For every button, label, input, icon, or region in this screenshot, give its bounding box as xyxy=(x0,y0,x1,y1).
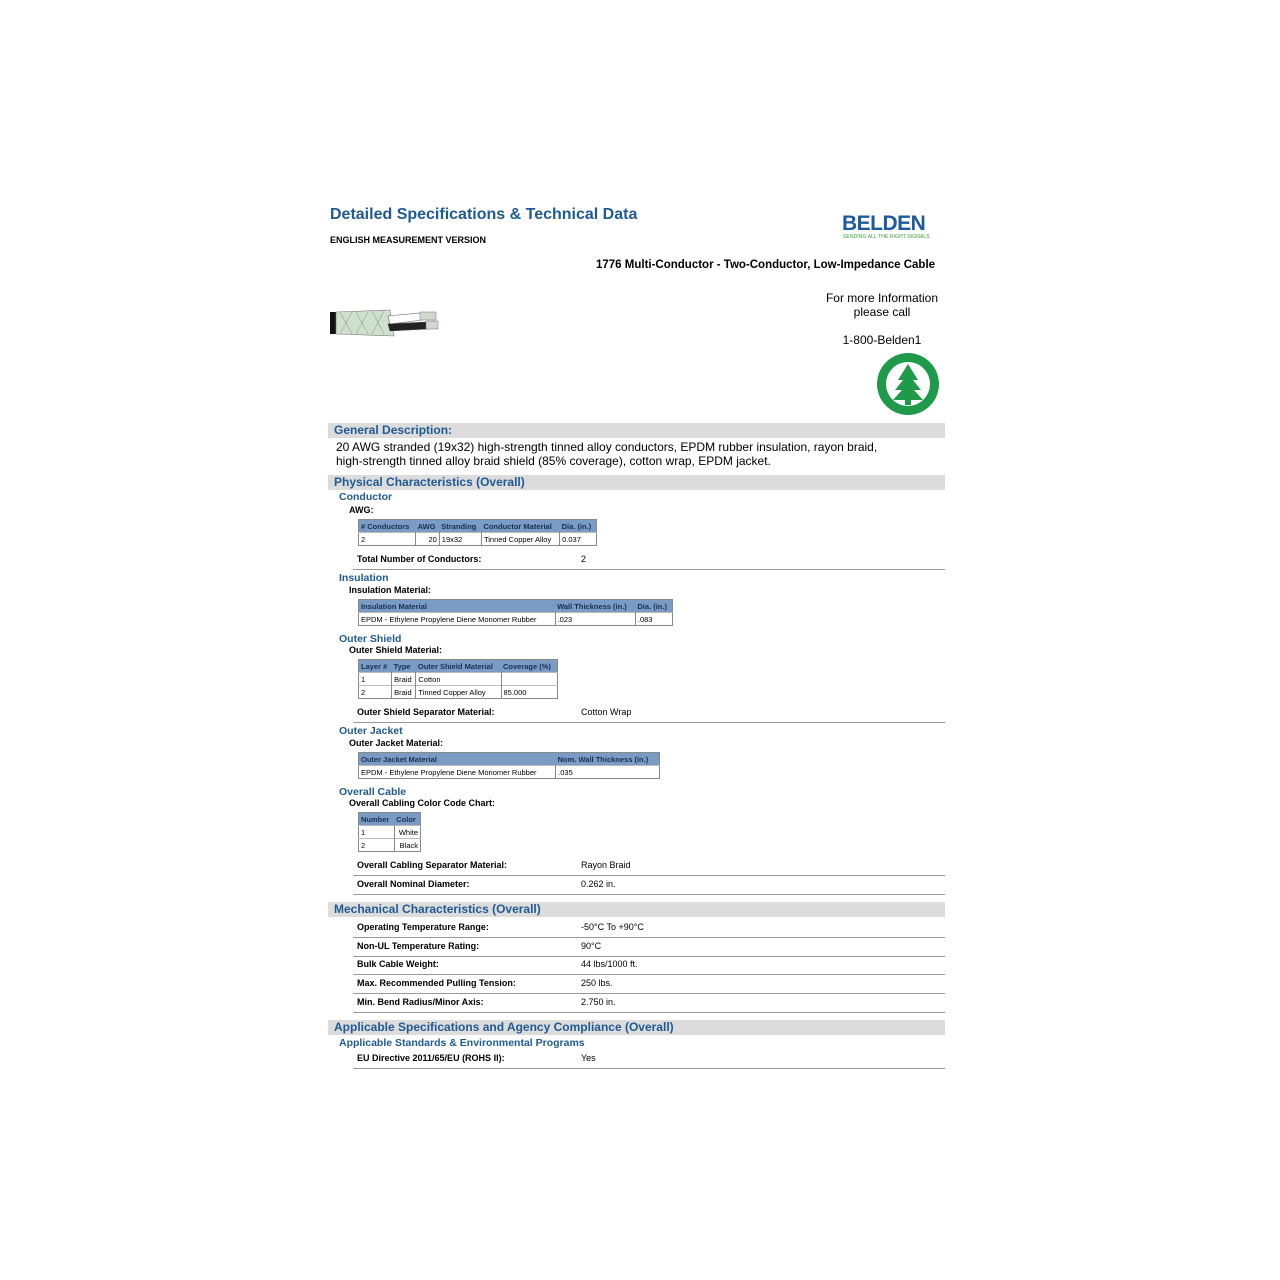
row-label: Min. Bend Radius/Minor Axis: xyxy=(357,997,484,1007)
table-row xyxy=(359,686,558,699)
row-label: Operating Temperature Range: xyxy=(357,922,489,932)
table-row xyxy=(359,839,421,852)
row-value: -50°C To +90°C xyxy=(581,922,644,932)
general-description-title: General Description: xyxy=(334,423,453,437)
table-cell: 20 xyxy=(416,533,440,546)
row-label: Max. Recommended Pulling Tension: xyxy=(357,978,516,988)
row-label: Non-UL Temperature Rating: xyxy=(357,941,480,951)
table-cell: Braid xyxy=(392,673,416,686)
table-cell: Braid xyxy=(392,686,416,699)
table-cell: .035 xyxy=(556,766,660,779)
overall-cable-head: Overall Cable xyxy=(339,786,407,798)
table-cell: 85.000 xyxy=(501,686,558,699)
physical-characteristics-title: Physical Characteristics (Overall) xyxy=(334,475,525,489)
insulation-table xyxy=(358,599,673,626)
col-outer-jacket-material: Outer Jacket Material xyxy=(359,753,556,766)
product-title: 1776 Multi-Conductor - Two-Conductor, Low-Impedance Cable xyxy=(596,259,936,271)
compliance-title: Applicable Specifications and Agency Compliance (Overall) xyxy=(334,1020,674,1034)
row-label: EU Directive 2011/65/EU (ROHS II): xyxy=(357,1053,505,1063)
table-row xyxy=(359,826,421,839)
page-title: Detailed Specifications & Technical Data xyxy=(330,206,638,223)
col-dia: Dia. (in.) xyxy=(635,600,672,613)
row-label: Overall Cabling Separator Material: xyxy=(357,860,508,870)
total-conductors-row xyxy=(353,551,945,570)
insulation-head: Insulation xyxy=(339,572,389,584)
table-cell: 2 xyxy=(359,839,395,852)
table-cell: .083 xyxy=(635,613,672,626)
overall-cabling-color-label: Overall Cabling Color Code Chart: xyxy=(349,798,496,808)
table-cell: Tinned Copper Alloy xyxy=(481,533,559,546)
col-conductor-material: Conductor Material xyxy=(481,520,559,533)
row-value: 0.262 in. xyxy=(581,879,616,889)
logo-tagline: SENDING ALL THE RIGHT SIGNALS xyxy=(843,234,930,240)
outer-jacket-table xyxy=(358,752,660,779)
row-value: 90°C xyxy=(581,941,602,951)
table-cell: 2 xyxy=(359,686,392,699)
applicable-standards-head: Applicable Standards & Environmental Programs xyxy=(339,1037,585,1049)
col-dia: Dia. (in.) xyxy=(560,520,597,533)
col-awg: AWG xyxy=(416,520,440,533)
row-value: Rayon Braid xyxy=(581,860,631,870)
mechanical-row xyxy=(353,919,945,938)
table-cell: Black xyxy=(394,839,420,852)
table-cell: 19x32 xyxy=(439,533,481,546)
table-cell: EPDM - Ethylene Propylene Diene Monomer Rubber xyxy=(359,766,556,779)
table-cell xyxy=(501,673,558,686)
table-row xyxy=(359,766,660,779)
col-conductors: # Conductors xyxy=(359,520,416,533)
overall-nominal-diameter-row xyxy=(353,876,945,895)
row-value: Cotton Wrap xyxy=(581,707,632,717)
col-color: Color xyxy=(394,813,420,826)
col-insulation-material: Insulation Material xyxy=(359,600,556,613)
mechanical-row xyxy=(353,975,945,994)
table-cell: Cotton xyxy=(416,673,501,686)
table-row xyxy=(359,613,673,626)
mechanical-characteristics-title: Mechanical Characteristics (Overall) xyxy=(334,902,541,916)
overall-cabling-separator-row xyxy=(353,857,945,876)
more-info-line2: please call xyxy=(853,305,911,319)
col-number: Number xyxy=(359,813,395,826)
col-layer: Layer # xyxy=(359,660,392,673)
row-value: 2.750 in. xyxy=(581,997,616,1007)
mechanical-row xyxy=(353,994,945,1013)
col-coverage: Coverage (%) xyxy=(501,660,558,673)
outer-shield-table xyxy=(358,659,558,699)
phone-number: 1-800-Belden1 xyxy=(842,333,922,347)
outer-shield-head: Outer Shield xyxy=(339,633,402,645)
row-label: Overall Nominal Diameter: xyxy=(357,879,470,889)
insulation-material-label: Insulation Material: xyxy=(349,585,432,595)
row-value: 250 lbs. xyxy=(581,978,613,988)
table-cell: 1 xyxy=(359,826,395,839)
page-subtitle: ENGLISH MEASUREMENT VERSION xyxy=(330,235,487,245)
outer-jacket-material-label: Outer Jacket Material: xyxy=(349,738,444,748)
compliance-row xyxy=(353,1050,945,1069)
belden-logo xyxy=(842,212,932,242)
outer-shield-material-label: Outer Shield Material: xyxy=(349,645,443,655)
col-stranding: Stranding xyxy=(439,520,481,533)
row-label: Bulk Cable Weight: xyxy=(357,959,439,969)
outer-shield-separator-row xyxy=(353,704,945,723)
col-outer-shield-material: Outer Shield Material xyxy=(416,660,501,673)
row-value: Yes xyxy=(581,1053,596,1063)
row-value: 44 lbs/1000 ft. xyxy=(581,959,638,969)
outer-jacket-head: Outer Jacket xyxy=(339,725,403,737)
color-code-table xyxy=(358,812,421,852)
logo-text: BELDEN xyxy=(842,212,926,235)
conductor-awg-label: AWG: xyxy=(349,505,374,515)
conductor-head: Conductor xyxy=(339,491,393,503)
conductor-table xyxy=(358,519,597,546)
more-info xyxy=(812,291,952,319)
table-row xyxy=(359,533,597,546)
rohs-compliant-badge-icon xyxy=(876,352,940,416)
row-label: Outer Shield Separator Material: xyxy=(357,707,495,717)
table-cell: 1 xyxy=(359,673,392,686)
table-cell: 0.037 xyxy=(560,533,597,546)
row-value: 2 xyxy=(581,554,587,564)
cable-illustration-icon xyxy=(330,304,440,344)
table-cell: .023 xyxy=(555,613,635,626)
more-info-line1: For more Information xyxy=(825,291,939,305)
general-description-text: 20 AWG stranded (19x32) high-strength tinned alloy conductors, EPDM rubber insulation, rayon braid, high-strength tinned alloy braid shield (85% coverage), cotton wrap, EPDM jacket. xyxy=(336,440,878,468)
table-row xyxy=(359,673,558,686)
col-type: Type xyxy=(392,660,416,673)
table-cell: Tinned Copper Alloy xyxy=(416,686,501,699)
mechanical-row xyxy=(353,938,945,957)
row-label: Total Number of Conductors: xyxy=(357,554,482,564)
col-wall-thickness: Wall Thickness (in.) xyxy=(555,600,635,613)
col-nom-wall-thickness: Nom. Wall Thickness (in.) xyxy=(556,753,660,766)
table-cell: White xyxy=(394,826,420,839)
mechanical-row xyxy=(353,956,945,975)
table-cell: 2 xyxy=(359,533,416,546)
table-cell: EPDM - Ethylene Propylene Diene Monomer Rubber xyxy=(359,613,556,626)
